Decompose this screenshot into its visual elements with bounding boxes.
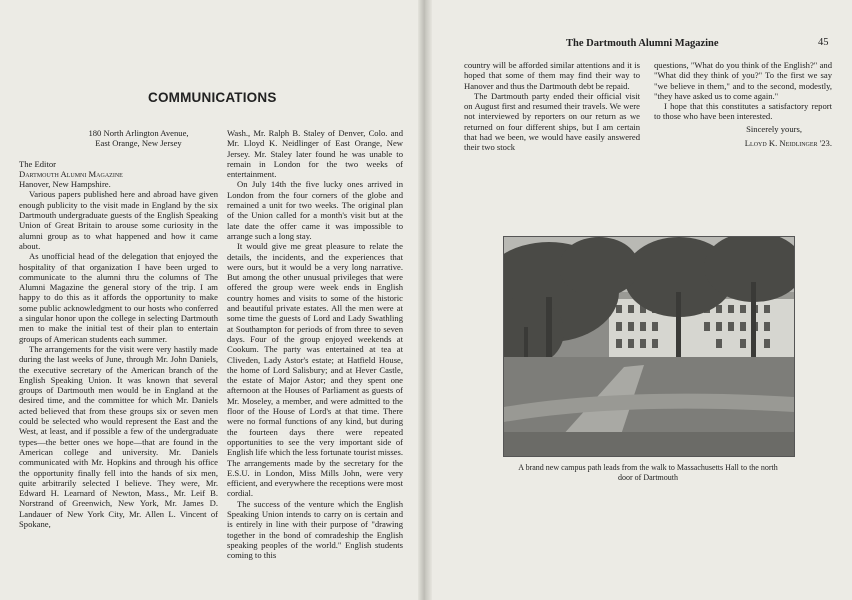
running-head: The Dartmouth Alumni Magazine — [566, 38, 719, 49]
paragraph: The Dartmouth party ended their official visit on August first and resumed their travels. We were not interviewed by reporters on our return as we returned on four different ships, but I am certain that had we been, we would have easily answered their two stock — [464, 90, 640, 153]
closing: Sincerely yours, — [746, 123, 802, 134]
paragraph: Various papers published here and abroad have given enough publicity to the visit made in England by the six Dartmouth undergraduate guests of the English Speaking Union of Great Britain to arouse some curiosity in the alumni group as to what happened and how it came about. — [19, 189, 218, 251]
paragraph: questions, "What do you think of the English?" and "What did they think of you?" To the first we say "we believe in them," and to the second, modestly, "they have asked us to come again." — [654, 60, 832, 101]
sender-address-line: 180 North Arlington Avenue, — [88, 128, 189, 138]
paragraph: As unofficial head of the delegation that enjoyed the hospitality of that organization I have been urged to communicate to the alumni thru the columns of The Alumni Magazine the general story of the trip. I am happy to do this as it affords the opportunity to make some public acknowledgment to our hosts who conferred a singular honor upon the college in selecting Dartmouth men to make the initial test of their plan to entertain groups of American students each summer. — [19, 251, 218, 344]
photo-caption: A brand new campus path leads from the walk to Massachusetts Hall to the north door of Dartmouth — [518, 463, 778, 482]
campus-photo-icon — [503, 236, 795, 457]
paragraph: I hope that this constitutes a satisfactory report to those who have been interested. — [654, 101, 832, 122]
column-2 — [227, 128, 403, 560]
paragraph: The success of the venture which the English Speaking Union intends to carry on is certain and is entirely in line with their purpose of "drawing together in the bond of comradeship the English speaking peoples of the world." English students coming to this — [227, 498, 403, 561]
paragraph: It would give me great pleasure to relate the details, the incidents, and the experiences that were ours, but it would be a very long narrative. But among the other unusual privileges that were offered the group were week ends in English country homes and visits to some of the historic and beautiful private estates. All the men were at some time the guests of Lord and Lady Swathling at Southampton for periods of from three to seven days. Four of the group enjoyed weekends at Cookum. The party was entertained at tea at Cliveden, Lady Astor's estate; at Hatfield House, the home of Lord Salisbury; and at Hever Castle, the estate of Major Astor; and they spent one afternoon at the Houses of Parliament as guests of Mr. Moseley, a member, and were admitted to the floor of the House of Lord's at that time. There were no formal functions of any kind, but during the fourteen days there were repeated opportunities to see the very important side of English life which the less fortunate tourist misses. The arrangements made by the secretary for the E.S.U. in London, Miss Mills John, were very efficient, and everywhere the receptions were most cordial. — [227, 241, 403, 499]
column-3 — [464, 60, 640, 153]
column-4 — [654, 60, 832, 148]
recipient-line: The Editor — [19, 158, 56, 169]
column-1 — [19, 128, 218, 529]
recipient-line: Dartmouth Alumni Magazine — [19, 168, 123, 179]
paragraph: On July 14th the five lucky ones arrived in London from the four corners of the globe and remained a unit for two weeks. The original plan of the Union called for a month's visit but at the late date the offer came it was impossible to arrange such a long stay. — [227, 179, 403, 241]
paragraph: country will be afforded similar attentions and it is hoped that some of them may find their way to Hanover and thus the Dartmouth debt be repaid. — [464, 60, 640, 91]
recipient-line: Hanover, New Hampshire. — [19, 179, 111, 190]
sender-address-line: East Orange, New Jersey — [95, 138, 182, 149]
signature: Lloyd K. Neidlinger '23. — [744, 138, 832, 149]
paragraph: The arrangements for the visit were very hastily made during the last weeks of June, through Mr. John Daniels, the executive secretary of the American branch of the English Speaking Union. It was known that several groups of Dartmouth men would be in England at the desired time, and the committee for which Mr. Daniels acted believed that from these groups six or seven men could be selected who would represent the East and the West, at least, and if possible a few of the undergraduate types—the better ones we hope—that are found in the American college and university. Mr. Daniels communicated with Mr. Hopkins and through his office the opportunity finally fell into the hands of six men, quite arbitrarily selected I believe. They were, Mr. Edward H. Learnard of Newton, Mass., Mr. Leif B. Norstrand of Greenwich, New York, Mr. James D. Landauer of New York City, Mr. Allen L. Vincent of Spokane, — [19, 343, 218, 529]
page-number: 45 — [818, 37, 829, 48]
page-title: COMMUNICATIONS — [148, 90, 277, 105]
page-gutter — [418, 0, 432, 600]
paragraph: Wash., Mr. Ralph B. Staley of Denver, Colo. and Mr. Lloyd K. Neidlinger of East Orange, New Jersey. Mr. Staley later found he was unable to remain in London for the two weeks of entertainment. — [227, 128, 403, 180]
